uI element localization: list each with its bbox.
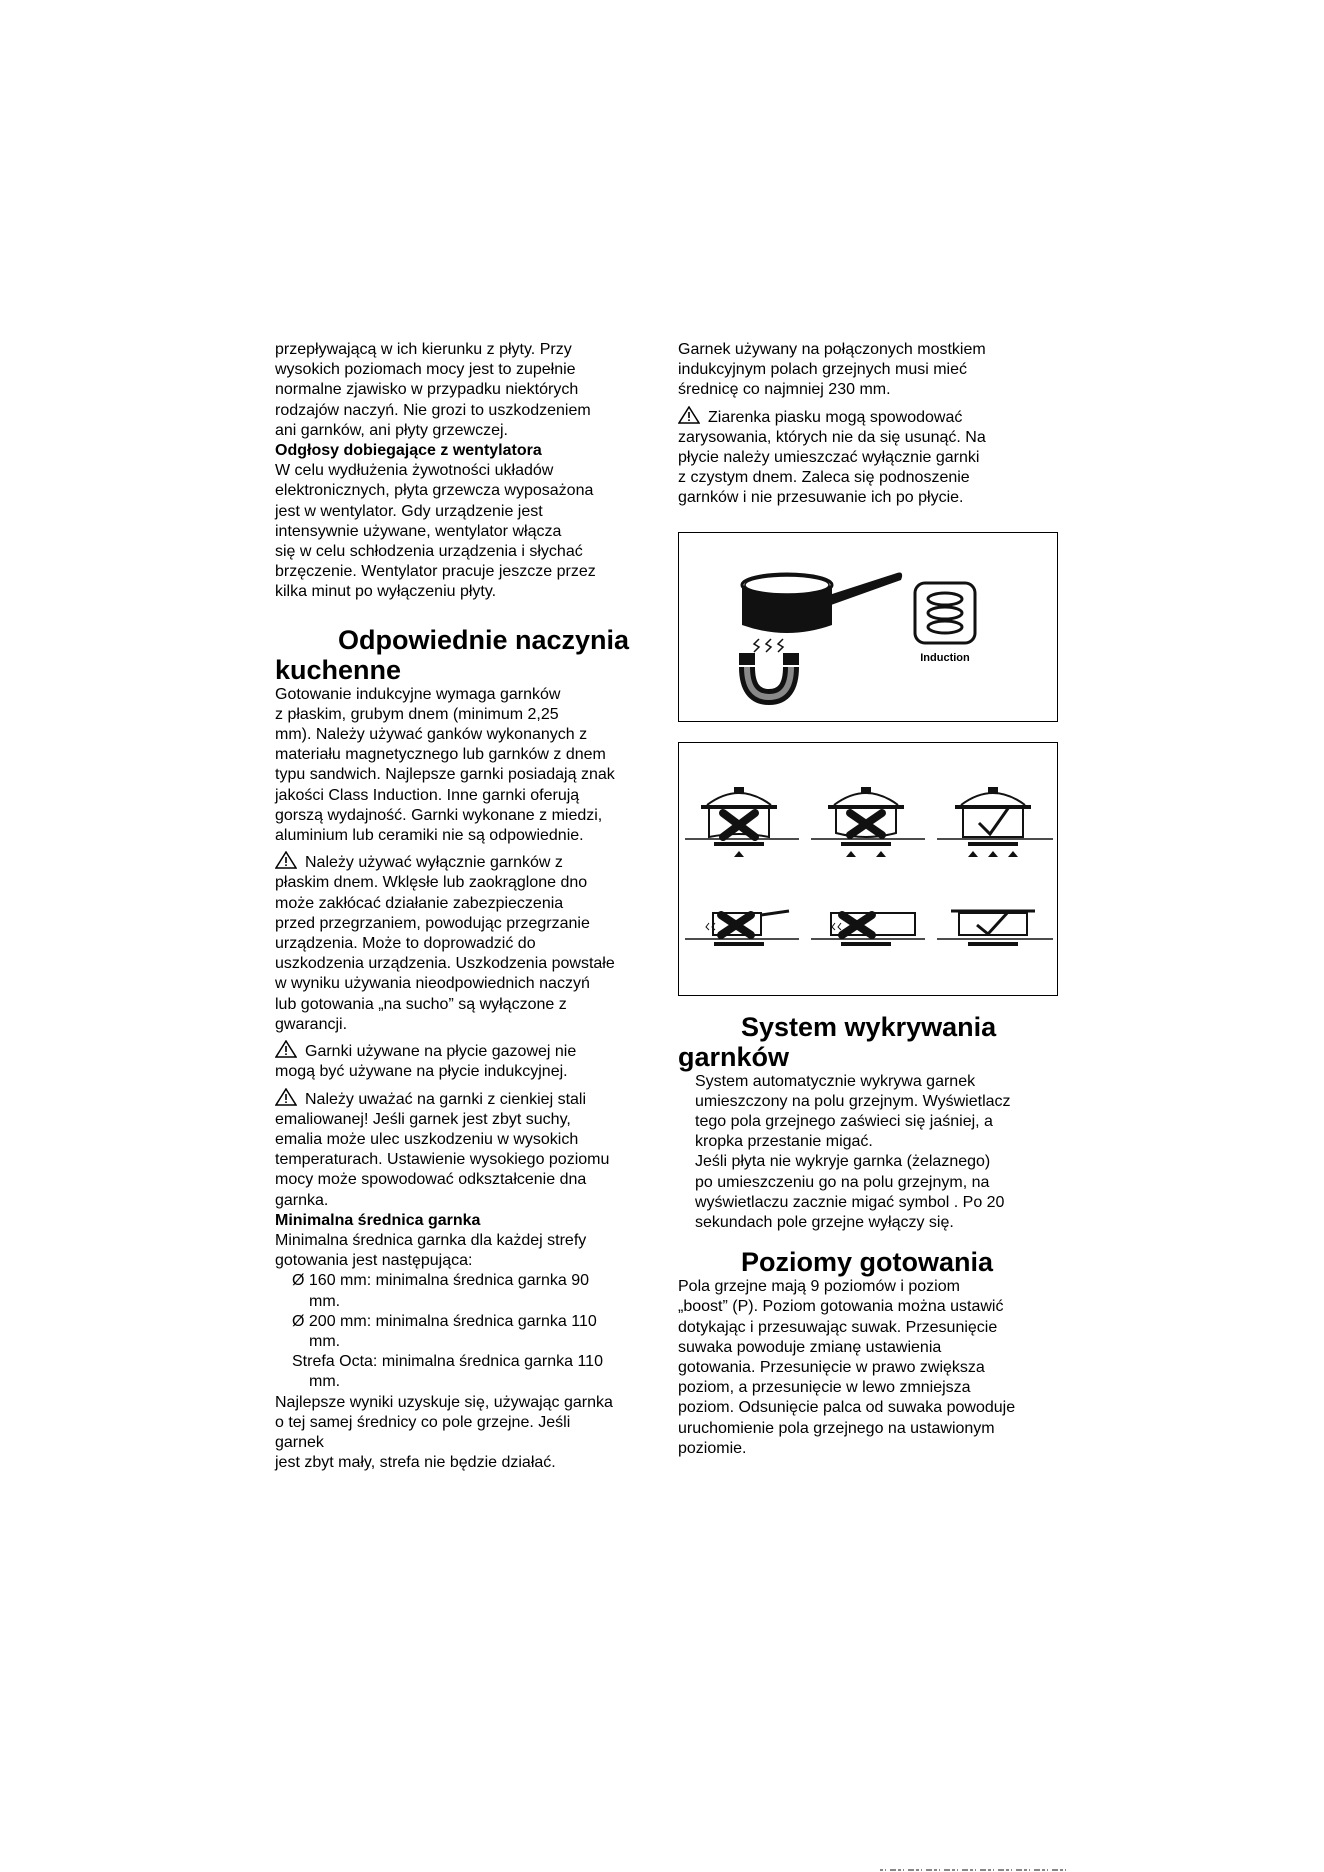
text-line: jest w wentylator. Gdy urządzenie jest [275,502,543,520]
text-line: dotykając i przesuwając suwak. Przesunięcie [678,1318,998,1336]
text-line: poziom, a przesunięcie w lewo zmniejsza [678,1379,971,1397]
text-line: poziomie. [678,1439,747,1457]
text-line: w wyniku używania nieodpowiednich naczyń [275,975,590,993]
pan-flat-correct [937,787,1053,857]
text-line: garnków i nie przesuwanie ich po płycie. [678,489,964,507]
text-line: „boost” (P). Poziom gotowania można ustawić [678,1298,1004,1316]
text-line: Pola grzejne mają 9 poziomów i poziom [678,1278,960,1296]
text-line: Gotowanie indukcyjne wymaga garnków [275,685,561,703]
cooking-levels-section-title: Poziomy gotowania [741,1247,994,1278]
text-line: gwarancji. [275,1015,348,1033]
text-line: umieszczony na polu grzejnym. Wyświetlacz [695,1092,1011,1110]
text-line: lub gotowania „na sucho” są wyłączone z [275,995,567,1013]
text-line: mm). Należy używać ganków wykonanych z [275,726,588,744]
warning-paragraph: Ziarenka piasku mogą spowodować [678,406,1063,428]
text-line: kilka minut po wyłączeniu płyty. [275,583,497,601]
text-line: tego pola grzejnego zaświeci się jaśniej, a [695,1113,993,1131]
text-line: poziom. Odsunięcie palca od suwaka powoduje [678,1399,1016,1417]
text-line: materiału magnetycznego lub garnków z dnem [275,746,606,764]
pan-shallow-correct [937,911,1053,946]
text-line: zarysowania, których nie da się usunąć. Na [678,428,986,446]
min-diameter-heading: Minimalna średnica garnka [275,1211,481,1229]
text-line: płaskim dnem. Wklęsłe lub zaokrąglone dno [275,874,588,892]
text-line: wysokich poziomach mocy jest to zupełnie [275,361,576,379]
left-column [275,340,660,1473]
text-line: gotowania. Przesunięcie w prawo zwiększa [678,1359,985,1377]
list-item: Ø 200 mm: minimalna średnica garnka 110 mm. [292,1312,597,1350]
pan-small-wrong [685,911,799,946]
text-line: emalia może ulec uszkodzeniu w wysokich [275,1130,579,1148]
text-line: z czystym dnem. Zaleca się podnoszenie [678,469,970,487]
text-line: W celu wydłużenia żywotności układów [275,462,554,480]
text-line: uruchomienie pola grzejnego na ustawionym [678,1419,995,1437]
text-line: Minimalna średnica garnka dla każdej strefy [275,1231,587,1249]
text-line: urządzenia. Może to doprowadzić do [275,935,536,953]
text-line: o tej samej średnicy co pole grzejne. Jeśli [275,1413,571,1431]
text-line: rodzajów naczyń. Nie grozi to uszkodzeniem [275,401,591,419]
warning-icon [275,1040,297,1058]
text-line: suwaka powoduje zmianę ustawienia [678,1338,942,1356]
text-line: gotowania jest następująca: [275,1252,473,1270]
warning-paragraph: Należy używać wyłącznie garnków z [275,851,660,873]
text-line: intensywnie używane, wentylator włącza [275,522,562,540]
warning-icon [678,406,700,424]
warning-icon [275,851,297,869]
induction-figure [678,532,1058,722]
warning-paragraph: Garnki używane na płycie gazowej nie [275,1040,660,1062]
text-line: jest zbyt mały, strefa nie będzie działać. [275,1454,556,1472]
text-line: Jeśli płyta nie wykryje garnka (żelaznego) [695,1153,991,1171]
fan-noise-heading: Odgłosy dobiegające z wentylatora [275,442,542,460]
text-line: indukcyjnym polach grzejnych musi mieć [678,361,967,379]
text-line: uszkodzenia urządzenia. Uszkodzenia powstałe [275,955,615,973]
list-item: Strefa Octa: minimalna średnica garnka 110 mm. [292,1353,603,1391]
text-line: mocy może spowodować odkształcenie dna [275,1171,587,1189]
text-line: kropka przestanie migać. [695,1133,873,1151]
text-line: Najlepsze wyniki uzyskuje się, używając garnka [275,1393,613,1411]
text-line: emaliowanej! Jeśli garnek jest zbyt suchy, [275,1110,571,1128]
text-line: Garnek używany na połączonych mostkiem [678,341,986,358]
text-line: płycie należy umieszczać wyłącznie garnki [678,449,980,467]
text-line: sekundach pole grzejne wyłączy się. [695,1214,954,1232]
text-line: brzęczenie. Wentylator pracuje jeszcze przez [275,563,596,581]
right-column [678,340,1063,1459]
text-line: wyświetlaczu zacznie migać symbol . Po 20 [695,1193,1005,1211]
text-line: średnicę co najmniej 230 mm. [678,381,891,399]
print-registration-marks [880,1862,1070,1872]
text-line: z płaskim, grubym dnem (minimum 2,25 [275,705,559,723]
text-line: jakości Class Induction. Inne garnki oferują [275,786,580,804]
warning-paragraph: Należy uważać na garnki z cienkiej stali [275,1088,660,1110]
warning-icon [275,1088,297,1106]
text-line: się w celu schłodzenia urządzenia i słychać [275,543,583,561]
pan-suitability-figure [678,742,1058,996]
text-line: gorszą wydajność. Garnki wykonane z miedzi, [275,806,603,824]
text-line: normalne zjawisko w przypadku niektórych [275,381,579,399]
text-line: aluminium lub ceramiki nie są odpowiednie. [275,827,584,845]
list-item: Ø 160 mm: minimalna średnica garnka 90 mm. [292,1272,590,1310]
text-line: garnek [275,1433,324,1451]
induction-label: Induction [920,651,970,664]
text-line: elektronicznych, płyta grzewcza wyposażona [275,482,594,500]
text-line: temperaturach. Ustawienie wysokiego poziomu [275,1151,610,1169]
text-line: System automatycznie wykrywa garnek [695,1072,976,1090]
pan-convex-wrong [811,787,925,857]
text-line: przepływającą w ich kierunku z płyty. Przy [275,341,572,358]
diameter-list [275,1271,622,1392]
text-line: ani garnków, ani płyty grzewczej. [275,421,508,439]
pan-suitability-illustration [679,743,1059,997]
text-line: przed przegrzaniem, powodując przegrzanie [275,914,590,932]
pan-oversize-wrong [811,913,925,946]
text-line: garnka. [275,1191,329,1209]
pan-concave-wrong [685,787,799,857]
text-line: po umieszczeniu go na polu grzejnym, na [695,1173,990,1191]
induction-illustration [679,533,1059,723]
pot-detection-text [678,1072,1063,1234]
text-line: może zakłócać działanie zabezpieczenia [275,894,564,912]
text-line: mogą być używane na płycie indukcyjnej. [275,1063,568,1081]
cookware-section-title: Odpowiednie naczynia kuchenne [275,624,630,685]
text-line: typu sandwich. Najlepsze garnki posiadają znak [275,766,615,784]
pot-detection-section-title: System wykrywania garnków [678,1011,997,1072]
